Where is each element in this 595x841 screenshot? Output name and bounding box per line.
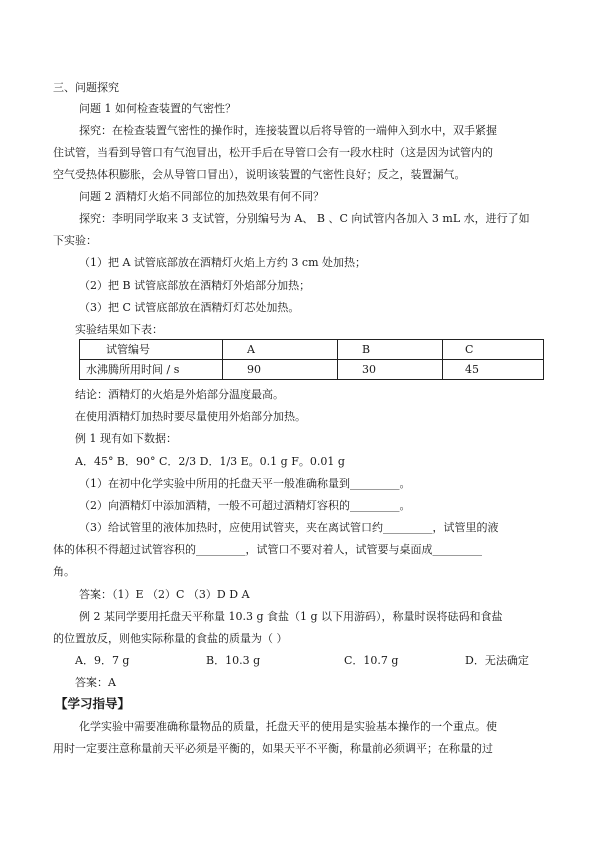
question-2-step: （2）把 B 试管底部放在酒精灯外焰部分加热； bbox=[79, 279, 311, 292]
question-1-title: 问题 1 如何检查装置的气密性？ bbox=[79, 102, 236, 115]
question-2-intro: 下实验： bbox=[53, 234, 97, 247]
example-1-item: （2）向酒精灯中添加酒精，一般不可超过酒精灯容积的_________。 bbox=[79, 499, 411, 512]
question-2-title: 问题 2 酒精灯火焰不同部位的加热效果有何不同？ bbox=[79, 190, 324, 203]
results-table bbox=[79, 339, 544, 380]
question-2-step: （3）把 C 试管底部放在酒精灯灯芯处加热。 bbox=[79, 301, 300, 314]
example-1-options: A．45° B．90° C．2/3 D．1/3 E。0.1 g F。0.01 g bbox=[75, 455, 345, 468]
table-row bbox=[80, 360, 544, 380]
table-cell: B bbox=[338, 340, 443, 360]
table-cell: 试管编号 bbox=[80, 340, 223, 360]
conclusion-line: 结论：酒精灯的火焰是外焰部分温度最高。 bbox=[75, 388, 284, 401]
result-intro: 实验结果如下表： bbox=[75, 323, 163, 336]
study-guide-line: 用时一定要注意称量前天平必须是平衡的，如果天平不平衡，称量前必须调平；在称量的过 bbox=[53, 742, 493, 755]
table-cell: 45 bbox=[443, 360, 544, 380]
question-1-line: 探究：在检查装置气密性的操作时，连接装置以后将导管的一端伸入到水中，双手紧握 bbox=[79, 124, 497, 137]
example-2-answer: 答案：A bbox=[75, 676, 116, 689]
table-cell: A bbox=[223, 340, 338, 360]
table-cell: 30 bbox=[338, 360, 443, 380]
example-2-choice-d: D．无法确定 bbox=[465, 654, 529, 667]
example-2-line: 例 2 某同学要用托盘天平称量 10.3 g 食盐（1 g 以下用游码），称量时误将砝码和食盐 bbox=[79, 610, 503, 623]
table-cell: 水沸腾所用时间 / s bbox=[80, 360, 223, 380]
table-cell: 90 bbox=[223, 360, 338, 380]
study-guide-line: 化学实验中需要准确称量物品的质量，托盘天平的使用是实验基本操作的一个重点。使 bbox=[79, 720, 497, 733]
example-2-choice-a: A．9．7 g bbox=[75, 654, 130, 667]
example-1-answer: 答案：（1）E （2）C （3）D D A bbox=[79, 588, 250, 601]
conclusion-line: 在使用酒精灯加热时要尽量使用外焰部分加热。 bbox=[75, 410, 306, 423]
section-title: 三、问题探究 bbox=[53, 81, 119, 94]
question-2-step: （1）把 A 试管底部放在酒精灯火焰上方约 3 cm 处加热； bbox=[79, 256, 367, 269]
question-2-intro: 探究：李明同学取来 3 支试管，分别编号为 A、 B 、C 向试管内各加入 3 mL 水，进行了如 bbox=[79, 212, 530, 225]
example-2-choice-b: B．10.3 g bbox=[206, 654, 261, 667]
example-2-line: 的位置放反，则他实际称量的食盐的质量为（ ） bbox=[53, 632, 288, 645]
example-1-item: （3）给试管里的液体加热时，应使用试管夹，夹在离试管口约_________，试管里的液 bbox=[79, 521, 499, 534]
question-1-line: 空气受热体积膨胀，会从导管口冒出），说明该装置的气密性良好；反之，装置漏气。 bbox=[53, 168, 466, 181]
table-cell: C bbox=[443, 340, 544, 360]
example-1-title: 例 1 现有如下数据： bbox=[75, 432, 177, 445]
example-1-item: （1）在初中化学实验中所用的托盘天平一般准确称量到_________。 bbox=[79, 477, 411, 490]
study-guide-heading: 【学习指导】 bbox=[55, 696, 131, 711]
example-1-item: 体的体积不得超过试管容积的_________，试管口不要对着人，试管要与桌面成_________ bbox=[53, 543, 482, 556]
example-1-item: 角。 bbox=[53, 565, 75, 578]
question-1-line: 住试管，当看到导管口有气泡冒出，松开手后在导管口会有一段水柱时（这是因为试管内的 bbox=[53, 146, 493, 159]
table-header-row bbox=[80, 340, 544, 360]
example-2-choice-c: C．10.7 g bbox=[344, 654, 399, 667]
